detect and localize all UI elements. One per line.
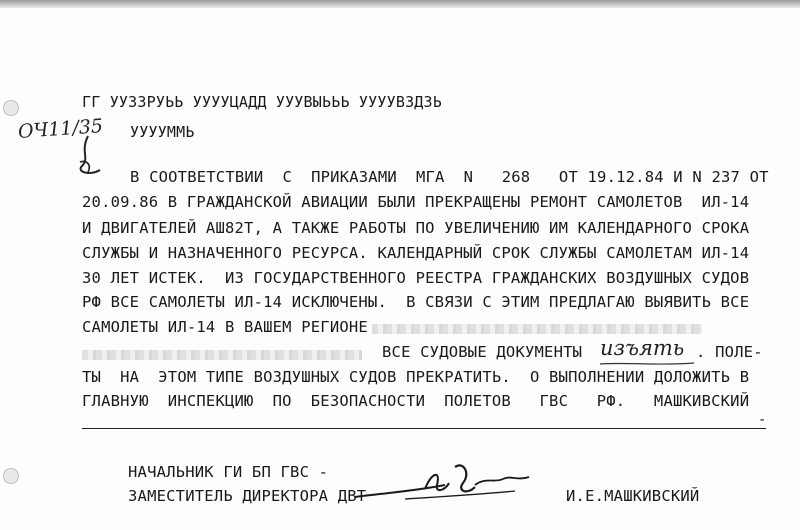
body-line: ВСЕ СУДОВЫЕ ДОКУМЕНТЫ	[382, 343, 583, 361]
body-line: САМОЛЕТЫ ИЛ-14 В ВАШЕМ РЕГИОНЕ	[82, 318, 368, 336]
body-line: СЛУЖБЫ И НАЗНАЧЕННОГО РЕСУРСА. КАЛЕНДАРНЫЙ СРОК СЛУЖБЫ САМОЛЕТАМ ИЛ-14	[82, 244, 750, 262]
body-line: 20.09.86 В ГРАЖДАНСКОЙ АВИАЦИИ БЫЛИ ПРЕКРАЩЕНЫ РЕМОНТ САМОЛЕТОВ ИЛ-14	[82, 193, 750, 211]
punch-hole	[3, 468, 19, 484]
handwritten-registration-number: ОЧ11/35	[17, 115, 104, 143]
signatory-name: И.Е.МАШКИВСКИЙ	[566, 487, 700, 505]
handwritten-underline	[598, 360, 698, 368]
handwritten-initials-mark	[60, 132, 110, 182]
separator-rule	[82, 428, 766, 429]
body-line: В СООТВЕТСТВИИ С ПРИКАЗАМИ МГА N 268 ОТ 19.12.84 И N 237 ОТ	[130, 168, 769, 186]
teletype-header-line: УУУУММЬ	[130, 123, 195, 141]
body-line: 30 ЛЕТ ИСТЕК. ИЗ ГОСУДАРСТВЕННОГО РЕЕСТРА ГРАЖДАНСКИХ ВОЗДУШНЫХ СУДОВ	[82, 269, 750, 287]
body-line: ГЛАВНУЮ ИНСПЕКЦИЮ ПО БЕЗОПАСНОСТИ ПОЛЕТОВ ГВС РФ. МАШКИВСКИЙ	[82, 392, 750, 410]
teletype-header-line: ГГ УУЗЗРУЬЬ УУУУЦАДД УУУВЫЬЬЬ УУУУВЗДЗЬ	[82, 93, 442, 111]
redacted-text	[82, 350, 362, 360]
handwritten-insertion: изъять	[600, 336, 685, 360]
signature-title: ЗАМЕСТИТЕЛЬ ДИРЕКТОРА ДВТ	[128, 487, 367, 505]
signature-title: НАЧАЛЬНИК ГИ БП ГВС -	[128, 463, 329, 481]
scan-edge	[0, 0, 800, 8]
handwritten-signature	[345, 455, 545, 515]
body-line: ТЫ НА ЭТОМ ТИПЕ ВОЗДУШНЫХ СУДОВ ПРЕКРАТИТЬ. О ВЫПОЛНЕНИИ ДОЛОЖИТЬ В	[82, 368, 750, 386]
redacted-text	[372, 324, 702, 334]
body-line: И ДВИГАТЕЛЕЙ АШ82Т, А ТАКЖЕ РАБОТЫ ПО УВЕЛИЧЕНИЮ ИМ КАЛЕНДАРНОГО СРОКА	[82, 219, 750, 237]
body-line: РФ ВСЕ САМОЛЕТЫ ИЛ-14 ИСКЛЮЧЕНЫ. В СВЯЗИ С ЭТИМ ПРЕДЛАГАЮ ВЫЯВИТЬ ВСЕ	[82, 293, 750, 311]
rule-dash: -	[758, 412, 767, 428]
punch-hole	[3, 100, 19, 116]
body-line-end: . ПОЛЕ-	[696, 343, 763, 361]
